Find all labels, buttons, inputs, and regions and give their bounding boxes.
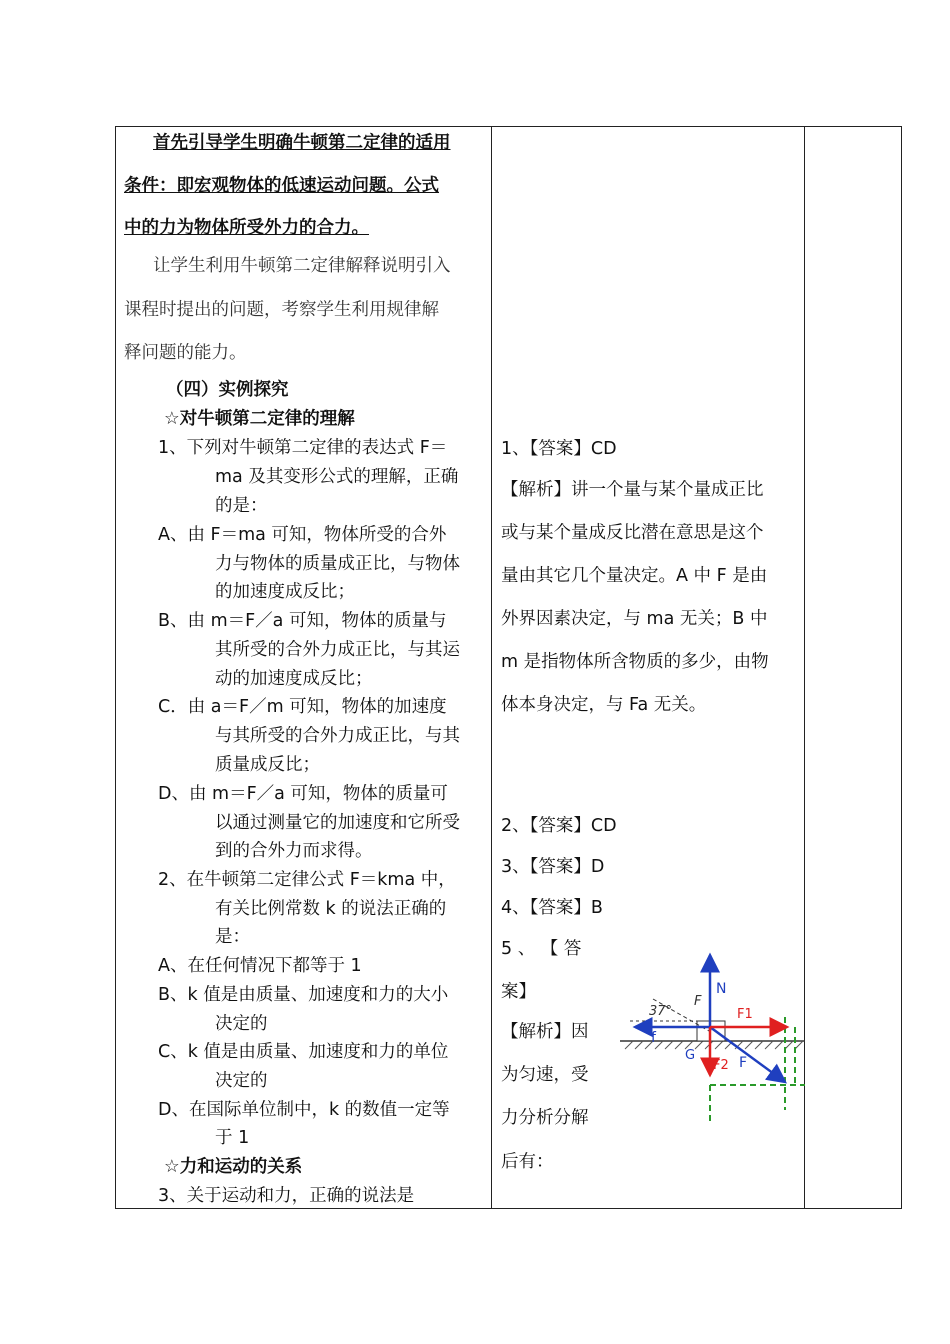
answer-3: 3、【答案】D [501,857,605,877]
intro-line-2: 课程时提出的问题，考察学生利用规律解 [124,300,439,320]
f1-label: F1 [737,1007,753,1022]
q1-option-b-line-1: B、由 m＝F／a 可知，物体的质量与 [158,611,447,631]
answer-5-line-1: 5 、 【 答 [501,939,582,959]
intro-bold-line-1: 首先引导学生明确牛顿第二定律的适用 [153,133,451,153]
q1-option-b-line-3: 动的加速度成反比； [215,669,373,689]
f2-label: F2 [713,1058,729,1073]
answer-5-line-6: 后有： [501,1152,554,1172]
answer-1-analysis-line-1: 【解析】讲一个量与某个量成正比 [501,480,764,500]
q1-option-c-line-1: C．由 a＝F／m 可知，物体的加速度 [158,697,447,717]
subsection-title-2: ☆力和运动的关系 [164,1157,303,1177]
friction-label: f [651,1030,656,1046]
answer-5-line-4: 为匀速，受 [501,1065,589,1085]
answer-1-analysis-line-6: 体本身决定，与 Fa 无关。 [501,695,707,715]
question-2-line-1: 2、在牛顿第二定律公式 F＝kma 中， [158,870,456,890]
angle-label: 37° [649,1004,673,1019]
intro-bold-line-2: 条件：即宏观物体的低速运动问题。公式 [124,176,439,196]
answer-5-line-3: 【解析】因 [501,1022,589,1042]
answer-2: 2、【答案】CD [501,816,617,836]
question-1-line-2: ma 及其变形公式的理解，正确 [215,467,459,487]
answer-1-analysis-line-5: m 是指物体所含物质的多少，由物 [501,652,769,672]
q1-option-d-line-1: D、由 m＝F／a 可知，物体的质量可 [158,784,448,804]
answer-4: 4、【答案】B [501,898,603,918]
force-f-label: F [739,1055,748,1071]
q2-option-b-line-2: 决定的 [215,1014,268,1034]
q1-option-a-line-3: 的加速度成反比； [215,582,355,602]
q1-option-c-line-2: 与其所受的合外力成正比，与其 [215,726,460,746]
answer-5-line-2: 案】 [501,982,536,1002]
answer-1-analysis-line-3: 量由其它几个量决定。A 中 F 是由 [501,566,768,586]
answer-1: 1、【答案】CD [501,439,617,459]
q1-option-c-line-3: 质量成反比； [215,755,320,775]
section-title: （四）实例探究 [166,380,289,400]
force-f-arrow [710,1027,785,1082]
gravity-label: G [685,1048,696,1063]
q1-option-b-line-2: 其所受的合外力成正比，与其运 [215,640,460,660]
normal-force-label: N [716,981,727,997]
q2-option-b-line-1: B、k 值是由质量、加速度和力的大小 [158,985,449,1005]
subsection-title-1: ☆对牛顿第二定律的理解 [164,409,355,429]
q2-option-c-line-1: C、k 值是由质量、加速度和力的单位 [158,1042,449,1062]
q2-option-c-line-2: 决定的 [215,1071,268,1091]
question-1-line-3: 的是： [215,496,268,516]
intro-line-3: 释问题的能力。 [124,343,247,363]
question-3: 3、关于运动和力，正确的说法是 [158,1186,415,1206]
answer-1-analysis-line-4: 外界因素决定，与 ma 无关；B 中 [501,609,768,629]
question-1-line-1: 1、下列对牛顿第二定律的表达式 F＝ [158,438,448,458]
question-2-line-3: 是： [215,927,250,947]
applied-force-label: F [694,994,702,1009]
answer-1-analysis-line-2: 或与某个量成反比潜在意思是这个 [501,523,764,543]
q1-option-a-line-2: 力与物体的质量成正比，与物体 [215,554,460,574]
answer-5-line-5: 力分析分解 [501,1108,589,1128]
q2-option-a: A、在任何情况下都等于 1 [158,956,362,976]
q2-option-d-line-2: 于 1 [215,1128,250,1148]
q1-option-d-line-2: 以通过测量它的加速度和它所受 [215,813,460,833]
column-divider-1 [491,127,492,1208]
force-diagram [615,945,810,1125]
q1-option-d-line-3: 到的合外力而求得。 [215,841,373,861]
q1-option-a-line-1: A、由 F＝ma 可知，物体所受的合外 [158,525,447,545]
intro-line-1: 让学生利用牛顿第二定律解释说明引入 [153,256,451,276]
question-2-line-2: 有关比例常数 k 的说法正确的 [215,899,447,919]
q2-option-d-line-1: D、在国际单位制中，k 的数值一定等 [158,1100,450,1120]
intro-bold-line-3: 中的力为物体所受外力的合力。 [124,218,369,238]
